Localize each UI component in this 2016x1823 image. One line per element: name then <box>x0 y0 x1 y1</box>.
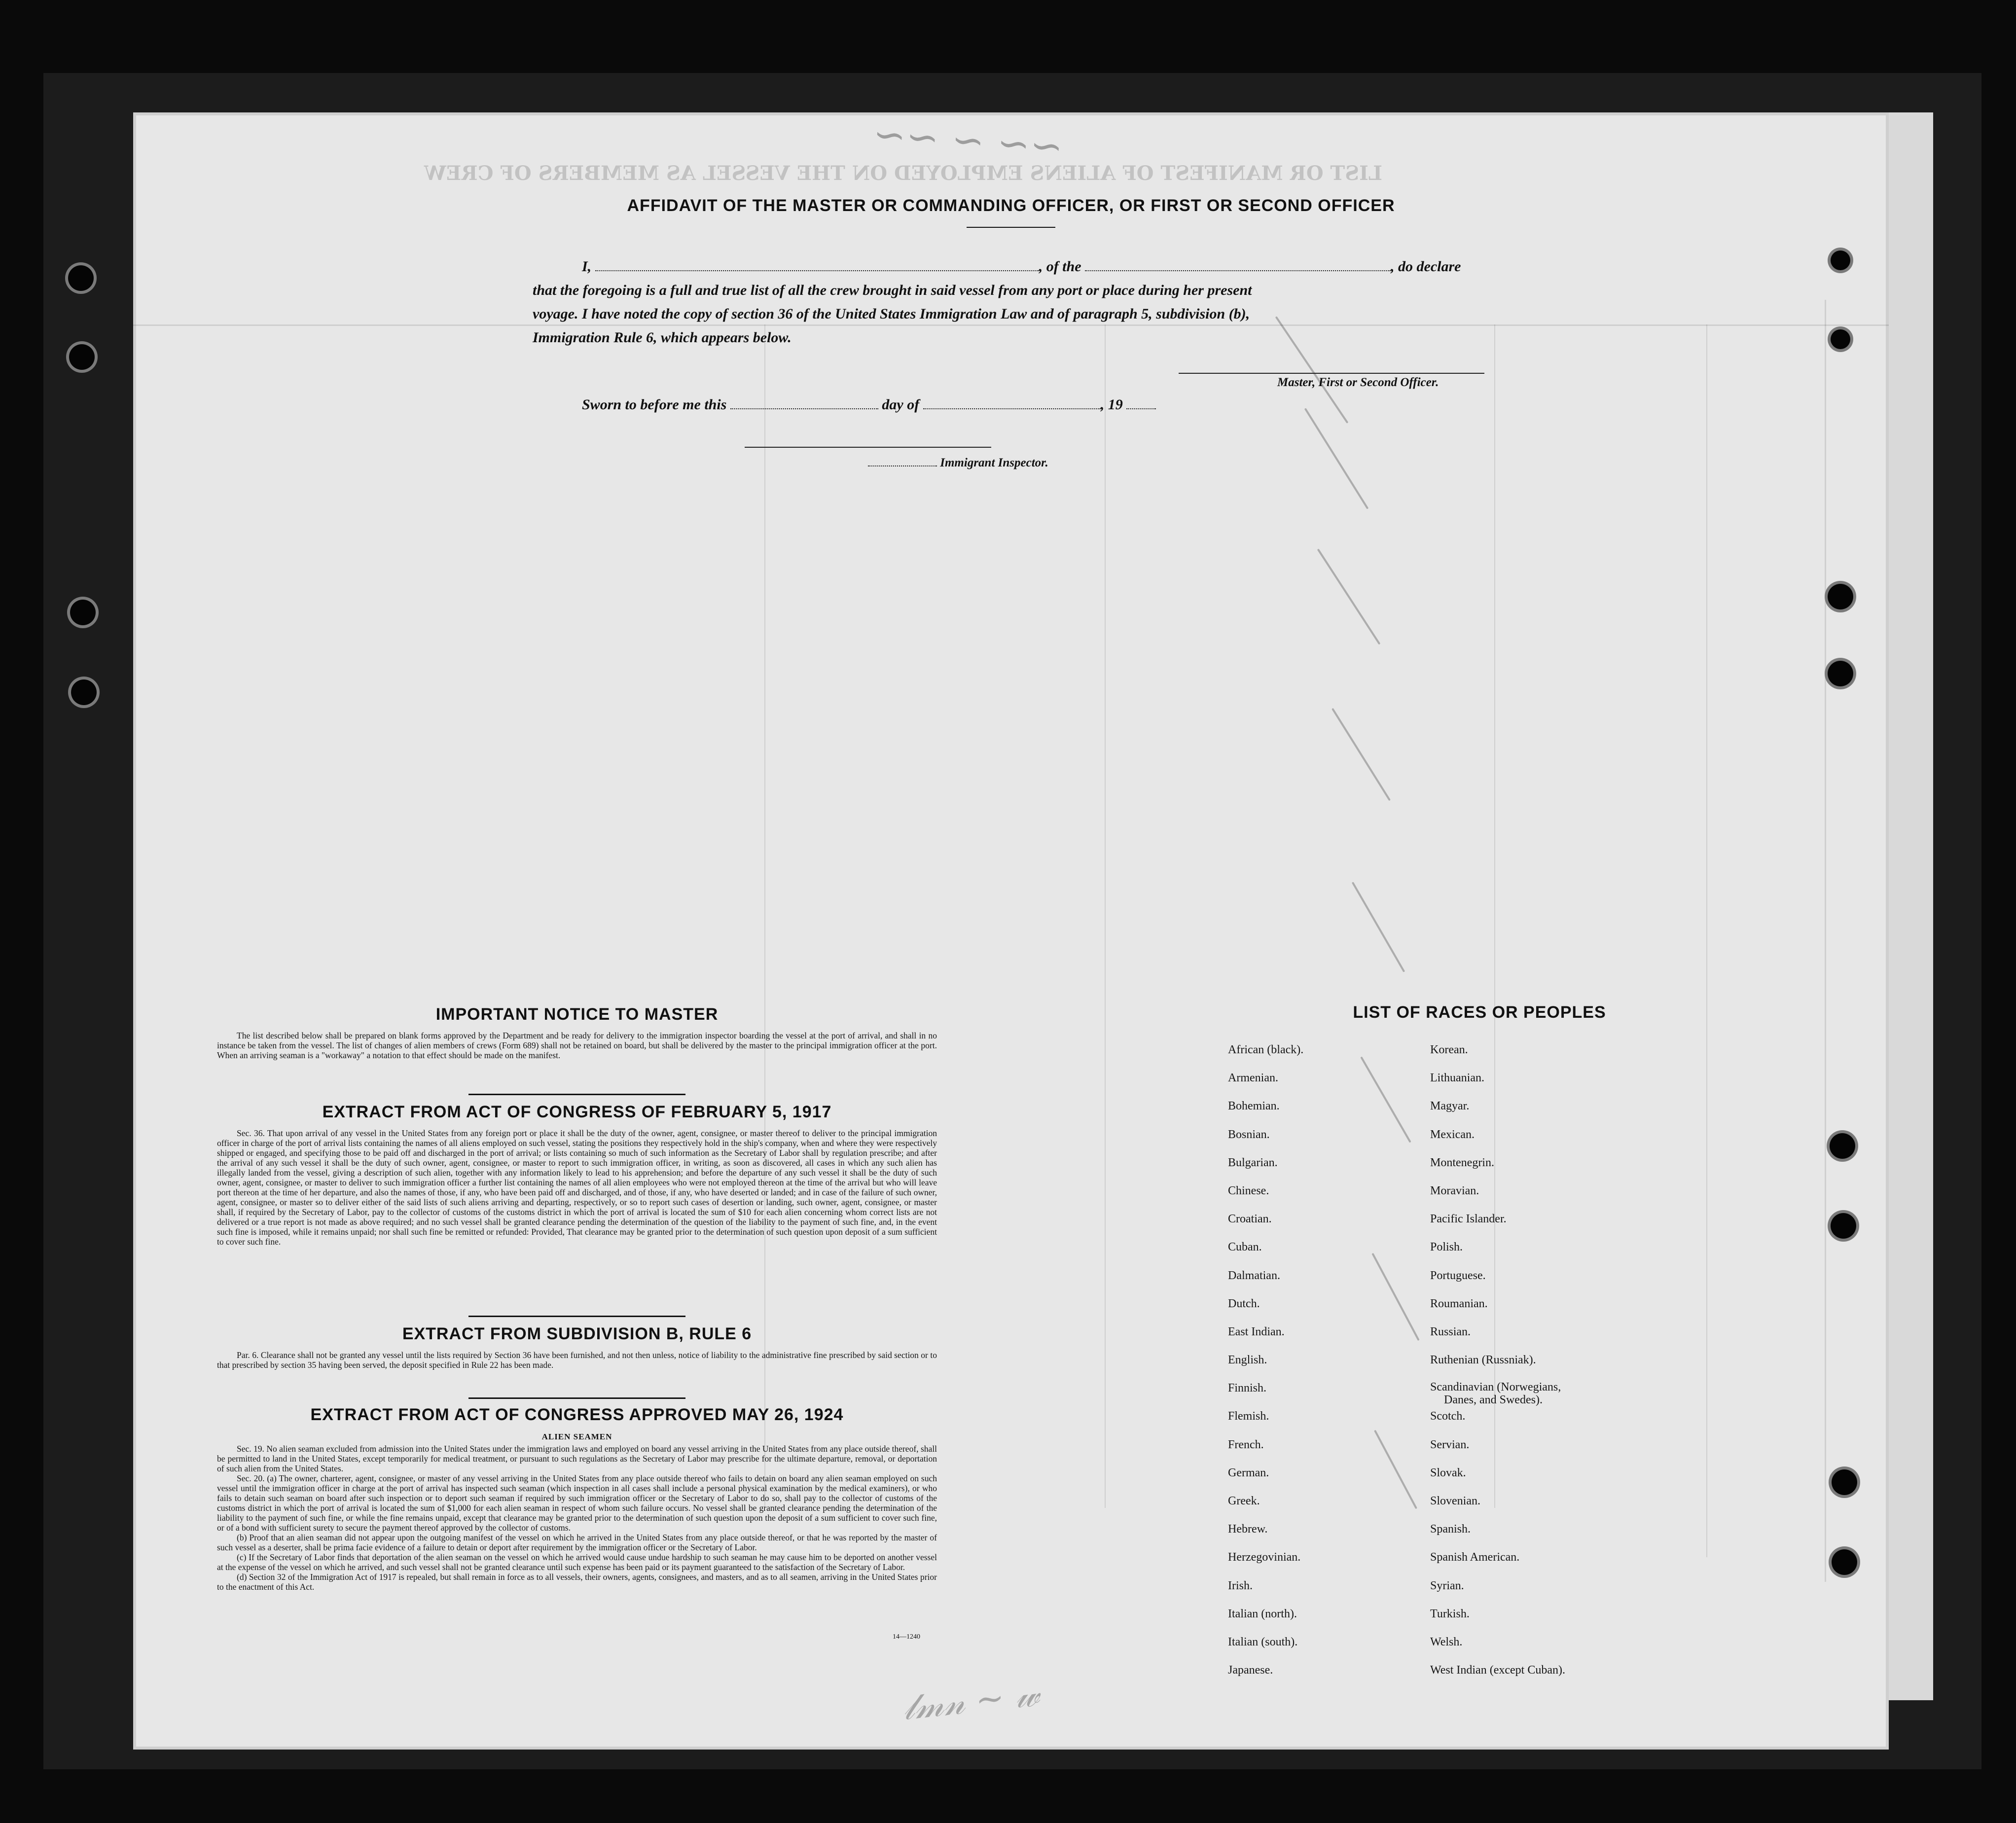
handwritten-signature: 𝓁𝓂𝓃 ~ 𝓌 <box>900 1673 1041 1728</box>
rule6-title: EXTRACT FROM SUBDIVISION B, RULE 6 <box>402 1324 752 1343</box>
race-item: Hebrew. <box>1228 1523 1268 1536</box>
race-item: Turkish. <box>1430 1607 1470 1620</box>
act-1924-sec20a: Sec. 20. (a) The owner, charterer, agent, consignee, or master of any vessel arriving in the United States from any place outside thereof who fails to detain on board any alien seaman employed on such vessel until the immigration officer in charge at the port of arrival has inspected such seaman (which inspection in all cases shall include a personal physical examination by the medical examiners), or who fails to detain such seaman on board after such inspection or to deport such seaman if required by such immigration officer or the Secretary of Labor to do so, shall pay to the collector of customs of the customs district in which the port of arrival is located the sum of $1,000 for each alien seaman in respect of whom such failure occurs. No vessel shall be granted clearance pending the determination of the liability to the payment of such fine, or while the fine remains unpaid, except that clearance may be granted prior to the determination of such question upon the deposit of a sum sufficient to cover such fine, or of a bond with sufficient surety to secure the payment thereof approved by the collector of customs. <box>217 1473 937 1533</box>
declarant-label: I, <box>582 258 592 275</box>
race-item: Pacific Islander. <box>1430 1213 1507 1226</box>
punch-hole-right <box>1830 1133 1855 1159</box>
rule6-text: Par. 6. Clearance shall not be granted any vessel until the lists required by Section 36 have been furnished, and not then unless, notice of liability to the administrative fine prescribed by said section or to that prescribed by section 35 having been served, the deposit specified in Rule 22 has been made. <box>217 1350 937 1370</box>
act-1924-title: EXTRACT FROM ACT OF CONGRESS APPROVED MAY 26, 1924 <box>310 1405 844 1424</box>
punch-hole-right <box>1828 661 1853 686</box>
title-underline <box>967 227 1055 228</box>
punch-hole-left <box>71 679 97 705</box>
bleed-rule <box>133 324 1889 326</box>
pencil-stroke <box>1275 316 1349 424</box>
races-left-column <box>1228 1042 1303 1691</box>
race-item: Bohemian. <box>1228 1100 1280 1113</box>
race-item: Irish. <box>1228 1579 1253 1592</box>
race-item-scandinavian-line1: Scandinavian (Norwegians, <box>1430 1381 1561 1394</box>
punch-hole-left <box>70 600 96 625</box>
sworn-line <box>582 396 1156 413</box>
punch-hole-left <box>68 265 94 291</box>
sworn-year-field[interactable] <box>1126 397 1156 409</box>
sworn-day-of: day of <box>882 396 920 413</box>
affidavit-text-line-2: that the foregoing is a full and true list of all the crew brought in said vessel from any port or place during her present <box>533 282 1252 298</box>
race-item: West Indian (except Cuban). <box>1430 1664 1565 1677</box>
declarant-name-field[interactable] <box>595 259 1039 271</box>
document-page <box>133 112 1889 1750</box>
punch-hole-right <box>1828 584 1853 609</box>
race-item: Mexican. <box>1430 1128 1475 1141</box>
race-item: Polish. <box>1430 1241 1463 1254</box>
act-1924-sec20d: (d) Section 32 of the Immigration Act of 1917 is repealed, but shall remain in force as to all vessels, their owners, agents, consignees, and masters, and as to all seamen, arriving in the United States prior to the enactment of this Act. <box>217 1572 937 1592</box>
affidavit-declaration-line <box>582 258 1461 275</box>
declare-label: , do declare <box>1391 258 1461 275</box>
pencil-stroke <box>1332 708 1391 801</box>
races-right-column <box>1430 1042 1565 1691</box>
sworn-prefix: Sworn to before me this <box>582 396 727 413</box>
officer-signature-line[interactable] <box>1179 373 1484 374</box>
race-item: Italian (south). <box>1228 1635 1298 1648</box>
race-item-scandinavian <box>1430 1381 1565 1409</box>
bleed-rule <box>1105 324 1106 1508</box>
race-item: Portuguese. <box>1430 1269 1486 1282</box>
act-1924-sec20b: (b) Proof that an alien seaman did not appear upon the outgoing manifest of the vessel on which he arrived in the United States from any place outside thereof, or that he was reported by the master of such vessel as a deserter, shall be prima facie evidence of a failure to detain or deport after requirement by the immigration officer or the Secretary of Labor. <box>217 1533 937 1552</box>
notice-text: The list described below shall be prepared on blank forms approved by the Department and be ready for delivery to the immigration inspector boarding the vessel at the port of arrival, and shall in no instance be taken from the vessel. The list of changes of alien members of crews (Form 689) shall not be retained on board, but shall be delivered by the master to the principal immigration officer at the port. When an arriving seaman is a "workaway" a notation to that effect should be made on the manifest. <box>217 1031 937 1060</box>
inspector-signature-line[interactable] <box>745 447 991 448</box>
inspector-caption-text: Immigrant Inspector. <box>940 456 1048 469</box>
pencil-stroke <box>1360 1056 1411 1143</box>
race-item: French. <box>1228 1438 1264 1451</box>
section-divider <box>468 1094 685 1095</box>
vessel-name-field[interactable] <box>1085 259 1391 271</box>
race-item: Scotch. <box>1430 1410 1466 1423</box>
sworn-month-field[interactable] <box>923 397 1101 409</box>
race-item: Slovenian. <box>1430 1495 1480 1507</box>
race-item: Cuban. <box>1228 1241 1262 1254</box>
of-the-label: , of the <box>1039 258 1081 275</box>
race-item: Chinese. <box>1228 1184 1269 1197</box>
pencil-stroke <box>1371 1253 1419 1341</box>
punch-hole-left <box>69 344 95 370</box>
act-1917-title: EXTRACT FROM ACT OF CONGRESS OF FEBRUARY 5, 1917 <box>322 1103 832 1121</box>
race-item: Montenegrin. <box>1430 1156 1494 1169</box>
race-item: Korean. <box>1430 1043 1468 1056</box>
race-item: Spanish. <box>1430 1523 1471 1536</box>
pencil-stroke <box>1317 548 1381 644</box>
act-1924-body <box>217 1444 937 1592</box>
race-item: Ruthenian (Russniak). <box>1430 1354 1536 1367</box>
affidavit-text-line-3: voyage. I have noted the copy of section 36 of the United States Immigration Law and of paragraph 5, subdivision (b), <box>533 306 1250 322</box>
race-item: Herzegovinian. <box>1228 1551 1301 1564</box>
race-item: Dalmatian. <box>1228 1269 1280 1282</box>
race-item: Roumanian. <box>1430 1297 1488 1310</box>
race-item: Servian. <box>1430 1438 1470 1451</box>
sworn-day-field[interactable] <box>730 397 878 409</box>
race-item: Magyar. <box>1430 1100 1470 1113</box>
race-item: Welsh. <box>1430 1635 1463 1648</box>
bleed-rule <box>1706 324 1707 1557</box>
pencil-stroke <box>1374 1430 1417 1509</box>
race-item: English. <box>1228 1354 1267 1367</box>
race-item: Armenian. <box>1228 1072 1278 1085</box>
act-1924-sec20c: (c) If the Secretary of Labor finds that deportation of the alien seaman on the vessel on which he arrived would cause undue hardship to such seaman he may cause him to be deported on another vessel at the expense of the vessel on which he arrived, and such vessel shall not be granted clearance until such expense has been paid or its payment guaranteed to the satisfaction of the Secretary of Labor. <box>217 1552 937 1572</box>
race-item: Slovak. <box>1430 1466 1466 1479</box>
bleed-through-title: LIST OR MANIFEST OF ALIENS EMPLOYED ON THE VESSEL AS MEMBERS OF CREW <box>424 162 1383 185</box>
section-divider <box>468 1316 685 1317</box>
race-item: Lithuanian. <box>1430 1072 1484 1085</box>
race-item: Flemish. <box>1228 1410 1269 1423</box>
section-divider <box>468 1397 685 1399</box>
affidavit-title: AFFIDAVIT OF THE MASTER OR COMMANDING OFFICER, OR FIRST OR SECOND OFFICER <box>627 196 1395 215</box>
form-number: 14—1240 <box>893 1633 920 1641</box>
race-item: Moravian. <box>1430 1184 1479 1197</box>
race-item: Russian. <box>1430 1325 1471 1338</box>
punch-hole-right <box>1831 250 1850 270</box>
notice-title: IMPORTANT NOTICE TO MASTER <box>435 1005 719 1024</box>
race-item: German. <box>1228 1466 1269 1479</box>
affidavit-text-line-4: Immigration Rule 6, which appears below. <box>533 329 792 346</box>
pencil-stroke <box>1304 408 1369 509</box>
race-item: Spanish American. <box>1430 1551 1520 1564</box>
inspector-caption <box>868 455 1048 470</box>
race-item: Syrian. <box>1430 1579 1464 1592</box>
act-1924-subtitle: ALIEN SEAMEN <box>541 1432 612 1441</box>
punch-hole-right <box>1831 1213 1856 1239</box>
race-item: Italian (north). <box>1228 1607 1297 1620</box>
races-title: LIST OF RACES OR PEOPLES <box>1353 1003 1606 1022</box>
race-item: Finnish. <box>1228 1382 1267 1395</box>
race-item-scandinavian-line2: Danes, and Swedes). <box>1444 1394 1543 1407</box>
punch-hole-right <box>1831 329 1850 349</box>
race-item: East Indian. <box>1228 1325 1285 1338</box>
act-1924-sec19: Sec. 19. No alien seaman excluded from admission into the United States under the immigration laws and employed on board any vessel arriving in the United States from any place outside thereof, shall be permitted to land in the United States, except temporarily for medical treatment, or pursuant to such regulations as the Secretary of Labor may prescribe for the ultimate departure, removal, or deportation of such alien from the United States. <box>217 1444 937 1473</box>
race-item: Dutch. <box>1228 1297 1260 1310</box>
act-1917-text: Sec. 36. That upon arrival of any vessel in the United States from any foreign port or place it shall be the duty of the owner, agent, consignee, or master thereof to deliver to the principal immigration officer in charge of the port of arrival lists containing the names of all aliens employed on such vessel, stating the positions they respectively hold in the ship's company, when and where they were respectively shipped or engaged, and specifying those to be paid off and discharged in the port of arrival; or lists containing so much of such information as the Secretary of Labor shall by regulation prescribe; and after the arrival of any such vessel it shall be the duty of such owner, agent, consignee, or master to report to such immigration officer, in writing, as soon as discovered, all cases in which any such alien has illegally landed from the vessel, giving a description of such alien, together with any information likely to lead to his apprehension; and before the departure of any such vessel it shall be the duty of such owner, agent, consignee, or master to deliver to such immigration officer a further list containing the names of all alien employees who were not employed thereon at the time of the arrival but who will leave port thereon at the time of her departure, and also the names of those, if any, who have been paid off and discharged, and of those, if any, who have deserted or landed; and in case of the failure of such owner, agent, consignee, or master so to deliver either of the said lists of such aliens arriving and departing, respectively, or so to report such cases of desertion or landing, such owner, agent, consignee, or master shall, if required by the Secretary of Labor, pay to the collector of customs of the customs district in which the port of arrival is located the sum of $10 for each alien concerning whom correct lists are not delivered or a true report is not made as above required; and no such vessel shall be granted clearance pending the determination of the question of the liability to the payment of such fine, and, in the event such fine is imposed, while it remains unpaid; nor shall such fine be remitted or refunded: Provided, That clearance may be granted prior to the determination of such question upon deposit of a sum sufficient to cover such fine. <box>217 1128 937 1247</box>
race-item: Bosnian. <box>1228 1128 1270 1141</box>
race-item: Croatian. <box>1228 1213 1272 1226</box>
handwritten-mark: ~~ ~ ~~ <box>871 110 1065 170</box>
officer-caption: Master, First or Second Officer. <box>1277 376 1439 389</box>
punch-hole-right <box>1832 1469 1857 1495</box>
race-item: Japanese. <box>1228 1664 1273 1677</box>
race-item: Bulgarian. <box>1228 1156 1278 1169</box>
race-item: African (black). <box>1228 1043 1304 1056</box>
race-item: Greek. <box>1228 1495 1260 1507</box>
bleed-rule <box>1825 300 1826 1582</box>
sworn-year-label: , 19 <box>1100 396 1123 413</box>
punch-hole-right <box>1832 1549 1857 1575</box>
pencil-stroke <box>1352 882 1405 972</box>
